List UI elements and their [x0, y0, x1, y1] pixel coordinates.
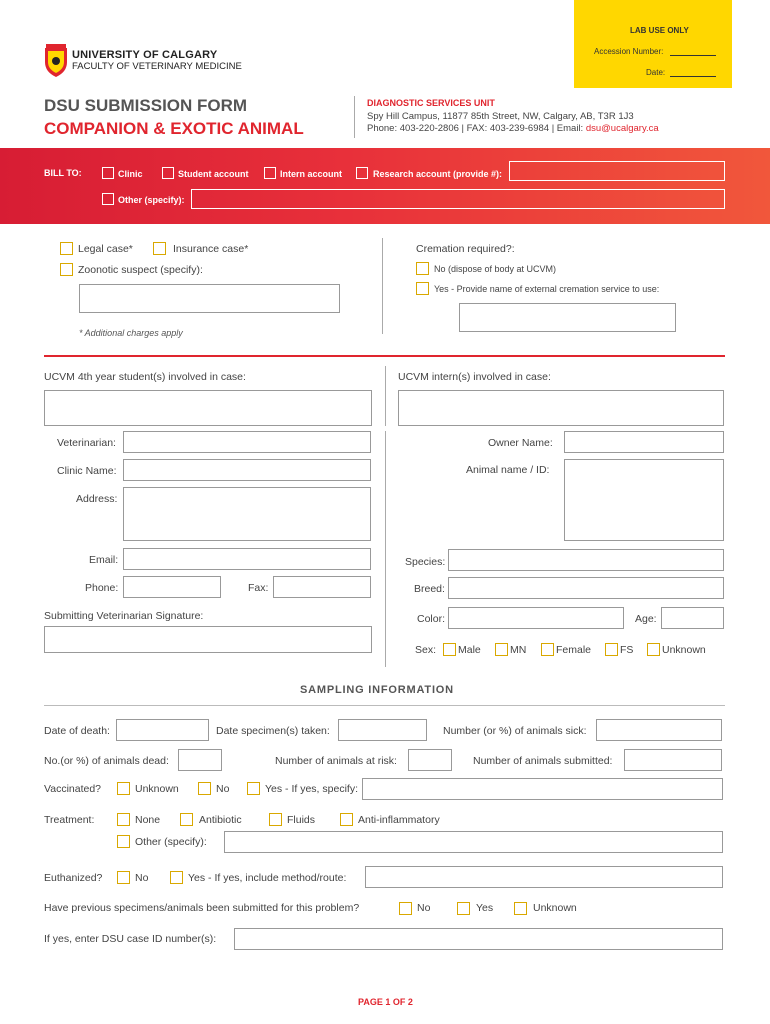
case-divider — [382, 238, 383, 334]
clinic-name-field[interactable] — [123, 459, 371, 481]
num-risk-label: Number of animals at risk: — [275, 755, 397, 767]
num-risk-field[interactable] — [408, 749, 452, 771]
prev-unknown-label: Unknown — [533, 902, 577, 914]
sex-fs-checkbox[interactable] — [605, 643, 618, 656]
sex-mn-checkbox[interactable] — [495, 643, 508, 656]
phone-label: Phone: — [85, 582, 119, 594]
sex-male-label: Male — [458, 644, 481, 656]
num-sick-label: Number (or %) of animals sick: — [443, 725, 587, 737]
vac-specify-field[interactable] — [362, 778, 723, 800]
signature-field[interactable] — [44, 626, 372, 653]
animal-name-label: Animal name / ID: — [466, 464, 550, 476]
legal-case-checkbox[interactable] — [60, 242, 73, 255]
case-ids-field[interactable] — [234, 928, 723, 950]
insurance-case-checkbox[interactable] — [153, 242, 166, 255]
unit-contact-text: Phone: 403-220-2806 | FAX: 403-239-6984 | Email: — [367, 123, 586, 134]
faculty-name: FACULTY OF VETERINARY MEDICINE — [72, 61, 242, 72]
tr-other-label: Other (specify): — [135, 836, 207, 848]
red-divider — [44, 355, 725, 357]
intern-account-label: Intern account — [280, 169, 343, 179]
cremation-yes-checkbox[interactable] — [416, 282, 429, 295]
accession-line[interactable] — [670, 47, 716, 56]
email-label: Email: — [89, 554, 119, 566]
vac-no-checkbox[interactable] — [198, 782, 211, 795]
sex-unknown-checkbox[interactable] — [647, 643, 660, 656]
bill-to-band — [0, 148, 770, 224]
eu-yes-checkbox[interactable] — [170, 871, 183, 884]
vac-yes-label: Yes - If yes, specify: — [265, 783, 358, 795]
insurance-case-label: Insurance case* — [173, 243, 249, 255]
date-taken-field[interactable] — [338, 719, 427, 741]
tr-antibiotic-checkbox[interactable] — [180, 813, 193, 826]
bill-to-label: BILL TO: — [44, 168, 82, 178]
tr-antiinflam-checkbox[interactable] — [340, 813, 353, 826]
lab-date-label: Date: — [646, 68, 666, 77]
color-field[interactable] — [448, 607, 624, 629]
eu-method-field[interactable] — [365, 866, 723, 888]
sampling-header: SAMPLING INFORMATION — [300, 684, 454, 696]
num-dead-field[interactable] — [178, 749, 222, 771]
tr-other-field[interactable] — [224, 831, 723, 853]
species-field[interactable] — [448, 549, 724, 571]
additional-charges-note: * Additional charges apply — [79, 328, 183, 338]
clinic-name-label: Clinic Name: — [57, 465, 117, 477]
students-involved-field[interactable] — [44, 390, 372, 426]
research-account-field[interactable] — [509, 161, 725, 181]
clinic-label: Clinic — [118, 169, 143, 179]
case-ids-label: If yes, enter DSU case ID number(s): — [44, 933, 217, 945]
breed-label: Breed: — [414, 583, 445, 595]
involved-divider — [385, 366, 386, 426]
student-account-label: Student account — [178, 169, 249, 179]
other-checkbox[interactable] — [102, 193, 114, 205]
zoonotic-field[interactable] — [79, 284, 340, 313]
eu-yes-label: Yes - If yes, include method/route: — [188, 872, 347, 884]
age-field[interactable] — [661, 607, 724, 629]
interns-involved-field[interactable] — [398, 390, 724, 426]
tr-none-checkbox[interactable] — [117, 813, 130, 826]
sex-fs-label: FS — [620, 644, 634, 656]
vac-yes-checkbox[interactable] — [247, 782, 260, 795]
prev-yes-label: Yes — [476, 902, 494, 914]
veterinarian-label: Veterinarian: — [57, 437, 116, 449]
sex-label: Sex: — [415, 644, 437, 656]
phone-field[interactable] — [123, 576, 221, 598]
euthanized-label: Euthanized? — [44, 872, 103, 884]
fax-field[interactable] — [273, 576, 371, 598]
zoonotic-label: Zoonotic suspect (specify): — [78, 264, 203, 276]
vet-divider — [385, 431, 386, 667]
unit-name: DIAGNOSTIC SERVICES UNIT — [367, 98, 495, 108]
cremation-no-label: No (dispose of body at UCVM) — [434, 264, 557, 274]
cremation-no-checkbox[interactable] — [416, 262, 429, 275]
eu-no-label: No — [135, 872, 149, 884]
num-dead-label: No.(or %) of animals dead: — [44, 755, 169, 767]
veterinarian-field[interactable] — [123, 431, 371, 453]
email-field[interactable] — [123, 548, 371, 570]
student-account-checkbox[interactable] — [162, 167, 174, 179]
form-title-line1: DSU SUBMISSION FORM — [44, 96, 248, 115]
fax-label: Fax: — [248, 582, 269, 594]
university-name: UNIVERSITY OF CALGARY — [72, 49, 218, 61]
unit-address: Spy Hill Campus, 11877 85th Street, NW, Calgary, AB, T3R 1J3 — [367, 111, 634, 122]
other-field[interactable] — [191, 189, 725, 209]
header-divider — [354, 96, 355, 138]
vac-unknown-checkbox[interactable] — [117, 782, 130, 795]
color-label: Color: — [417, 613, 446, 625]
sex-female-checkbox[interactable] — [541, 643, 554, 656]
vac-unknown-label: Unknown — [135, 783, 179, 795]
sex-male-checkbox[interactable] — [443, 643, 456, 656]
lab-use-title: LAB USE ONLY — [630, 26, 689, 35]
sex-unknown-label: Unknown — [662, 644, 706, 656]
tr-none-label: None — [135, 814, 161, 826]
prev-unknown-checkbox[interactable] — [514, 902, 527, 915]
clinic-checkbox[interactable] — [102, 167, 114, 179]
treatment-label: Treatment: — [44, 814, 95, 826]
breed-field[interactable] — [448, 577, 724, 599]
cremation-yes-label: Yes - Provide name of external cremation service to use: — [434, 284, 660, 294]
cremation-question: Cremation required?: — [416, 243, 515, 255]
unit-email-link[interactable]: dsu@ucalgary.ca — [585, 123, 659, 134]
sampling-divider — [44, 705, 725, 706]
prev-no-label: No — [417, 902, 431, 914]
date-death-field[interactable] — [116, 719, 209, 741]
prev-yes-checkbox[interactable] — [457, 902, 470, 915]
age-label: Age: — [635, 613, 657, 625]
unit-contact — [367, 123, 659, 134]
intern-account-checkbox[interactable] — [264, 167, 276, 179]
tr-antiinflam-label: Anti-inflammatory — [358, 814, 440, 826]
address-label: Address: — [76, 493, 118, 505]
num-submitted-field[interactable] — [624, 749, 722, 771]
cremation-service-field[interactable] — [459, 303, 676, 332]
address-field[interactable] — [123, 487, 371, 541]
num-sick-field[interactable] — [596, 719, 722, 741]
form-title-line2: COMPANION & EXOTIC ANIMAL — [44, 119, 304, 138]
research-account-checkbox[interactable] — [356, 167, 368, 179]
sex-mn-label: MN — [510, 644, 527, 656]
legal-case-label: Legal case* — [78, 243, 133, 255]
vaccinated-label: Vaccinated? — [44, 783, 102, 795]
date-death-label: Date of death: — [44, 725, 110, 737]
other-label: Other (specify): — [118, 195, 185, 205]
owner-name-field[interactable] — [564, 431, 724, 453]
owner-name-label: Owner Name: — [488, 437, 553, 449]
tr-antibiotic-label: Antibiotic — [199, 814, 242, 826]
tr-other-checkbox[interactable] — [117, 835, 130, 848]
students-involved-label: UCVM 4th year student(s) involved in case: — [44, 371, 246, 383]
prev-no-checkbox[interactable] — [399, 902, 412, 915]
previous-submitted-label: Have previous specimens/animals been submitted for this problem? — [44, 902, 360, 914]
lab-use-box — [574, 0, 732, 88]
interns-involved-label: UCVM intern(s) involved in case: — [398, 371, 551, 383]
tr-fluids-checkbox[interactable] — [269, 813, 282, 826]
research-account-label: Research account (provide #): — [373, 169, 503, 179]
vac-no-label: No — [216, 783, 230, 795]
signature-label: Submitting Veterinarian Signature: — [44, 610, 204, 622]
page-indicator: PAGE 1 OF 2 — [358, 997, 413, 1007]
lab-date-line[interactable] — [670, 68, 716, 77]
sex-female-label: Female — [556, 644, 592, 656]
animal-name-field[interactable] — [564, 459, 724, 541]
tr-fluids-label: Fluids — [287, 814, 316, 826]
university-crest-icon — [44, 44, 68, 78]
species-label: Species: — [405, 556, 446, 568]
date-taken-label: Date specimen(s) taken: — [216, 725, 330, 737]
zoonotic-checkbox[interactable] — [60, 263, 73, 276]
accession-label: Accession Number: — [594, 47, 664, 56]
num-submitted-label: Number of animals submitted: — [473, 755, 613, 767]
eu-no-checkbox[interactable] — [117, 871, 130, 884]
